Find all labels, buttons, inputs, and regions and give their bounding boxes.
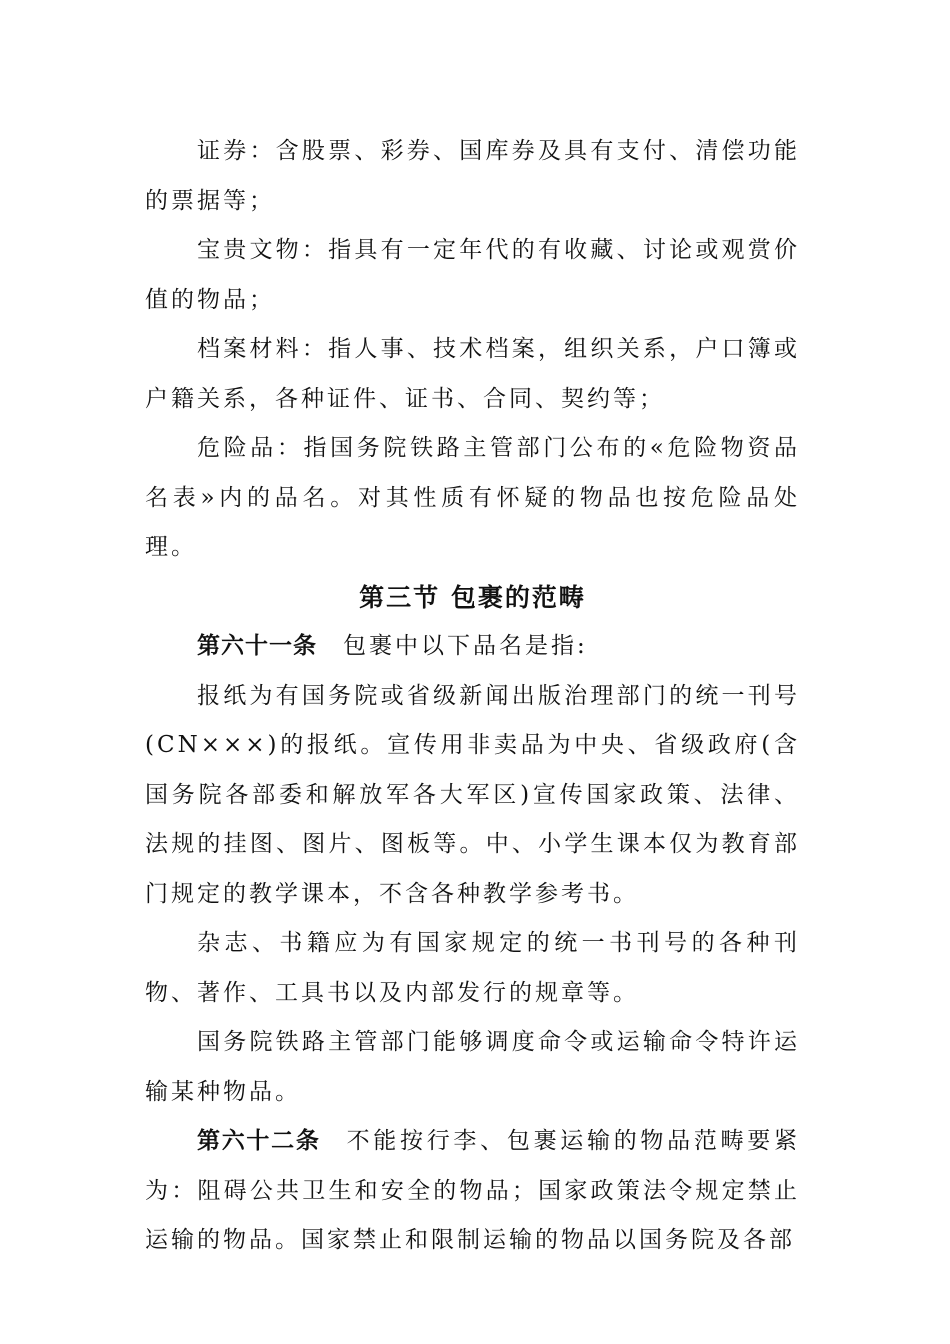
paragraph-archive-materials: 档案材料：指人事、技术档案，组织关系，户口簿或户籍关系，各种证件、证书、合同、契约等； bbox=[145, 336, 800, 412]
paragraph-magazines-books: 杂志、书籍应为有国家规定的统一书刊号的各种刊物、著作、工具书以及内部发行的规章等。 bbox=[145, 930, 800, 1006]
paragraph-newspapers: 报纸为有国务院或省级新闻出版治理部门的统一刊号(CN×××)的报纸。宣传用非卖品为中央、省级政府(含国务院各部委和解放军各大军区)宣传国家政策、法律、法规的挂图、图片、图板等。中、小学生课本仅为教育部门规定的教学课本，不含各种教学参考书。 bbox=[145, 682, 800, 907]
article-61-text: 包裹中以下品名是指: bbox=[343, 633, 588, 659]
article-61-number: 第六十一条 bbox=[197, 633, 317, 659]
article-61 bbox=[145, 622, 800, 672]
document-body bbox=[145, 127, 800, 1266]
article-62 bbox=[145, 1117, 800, 1266]
article-62-number: 第六十二条 bbox=[197, 1128, 321, 1154]
paragraph-special-permit: 国务院铁路主管部门能够调度命令或运输命令特许运输某种物品。 bbox=[145, 1029, 800, 1105]
paragraph-dangerous-goods: 危险品：指国务院铁路主管部门公布的«危险物资品名表»内的品名。对其性质有怀疑的物品也按危险品处理。 bbox=[145, 435, 800, 560]
article-62-text: 不能按行李、包裹运输的物品范畴要紧为：阻碍公共卫生和安全的物品；国家政策法令规定禁止运输的物品。国家禁止和限制运输的物品以国务院及各部 bbox=[145, 1128, 801, 1253]
section-heading: 第三节 包裹的范畴 bbox=[359, 582, 586, 612]
paragraph-securities: 证券：含股票、彩券、国库券及具有支付、清偿功能的票据等； bbox=[145, 138, 800, 214]
paragraph-cultural-relics: 宝贵文物：指具有一定年代的有收藏、讨论或观赏价值的物品； bbox=[145, 237, 800, 313]
